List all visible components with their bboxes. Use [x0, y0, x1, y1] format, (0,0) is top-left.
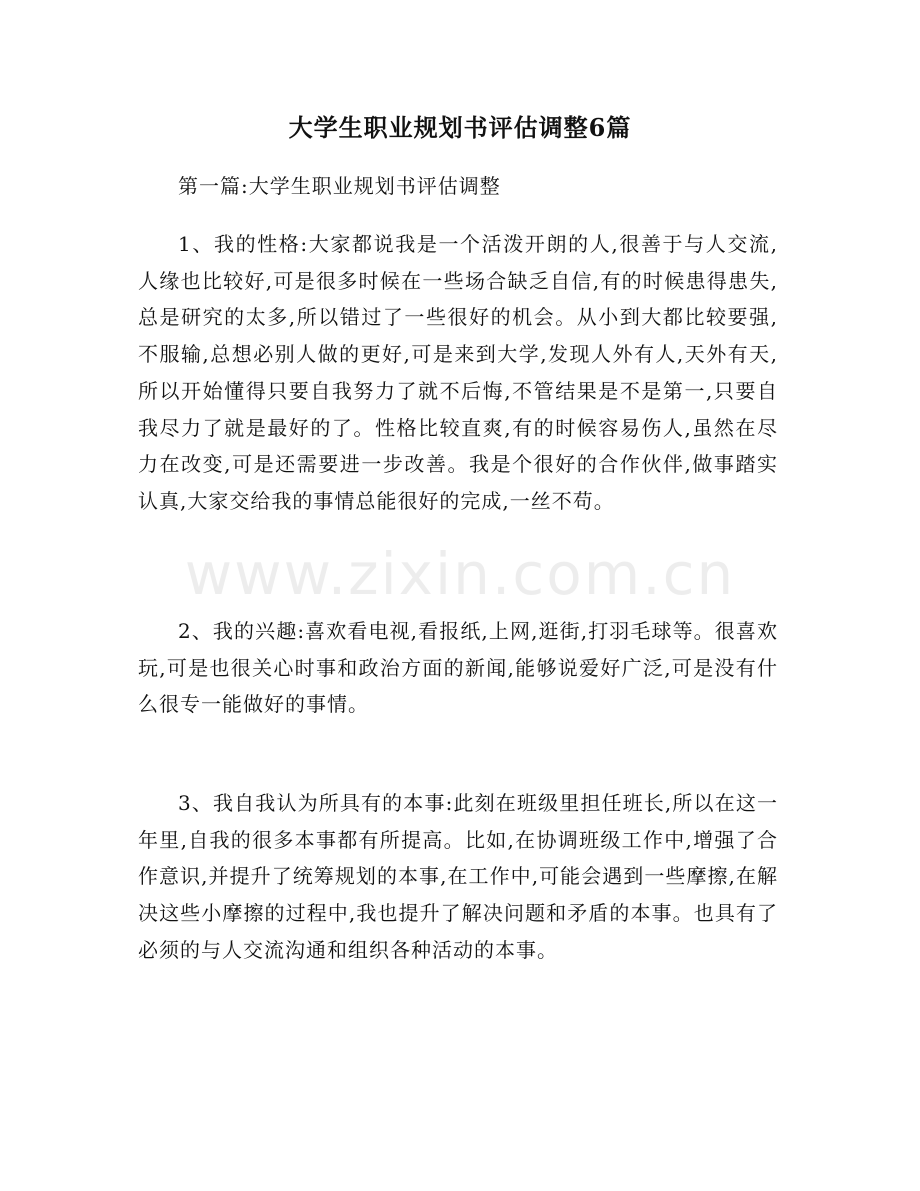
- document-title: 大学生职业规划书评估调整6篇: [288, 113, 632, 142]
- paragraph-personality: 1、我的性格:大家都说我是一个活泼开朗的人,很善于与人交流,人缘也比较好,可是很多时候在一些场合缺乏自信,有的时候患得患失,总是研究的太多,所以错过了一些很好的机会。从小到大都比较要强,不服输,总想必别人做的更好,可是来到大学,发现人外有人,天外有天,所以开始懂得只要自我努力了就不后悔,不管结果是不是第一,只要自我尽力了就是最好的了。性格比较直爽,有的时候容易伤人,虽然在尽力在改变,可是还需要进一步改善。我是个很好的合作伙伴,做事踏实认真,大家交给我的事情总能很好的完成,一丝不苟。: [138, 232, 778, 513]
- section-heading: 第一篇:大学生职业规划书评估调整: [178, 174, 501, 198]
- paragraph-interests: 2、我的兴趣:喜欢看电视,看报纸,上网,逛街,打羽毛球等。很喜欢玩,可是也很关心时事和政治方面的新闻,能够说爱好广泛,可是没有什么很专一能做好的事情。: [138, 619, 778, 717]
- watermark: www.zixin.com.cn: [184, 540, 736, 608]
- paragraph-abilities: 3、我自我认为所具有的本事:此刻在班级里担任班长,所以在这一年里,自我的很多本事都有所提高。比如,在协调班级工作中,增强了合作意识,并提升了统筹规划的本事,在工作中,可能会遇到一些摩擦,在解决这些小摩擦的过程中,我也提升了解决问题和矛盾的本事。也具有了必须的与人交流沟通和组织各种活动的本事。: [138, 791, 778, 962]
